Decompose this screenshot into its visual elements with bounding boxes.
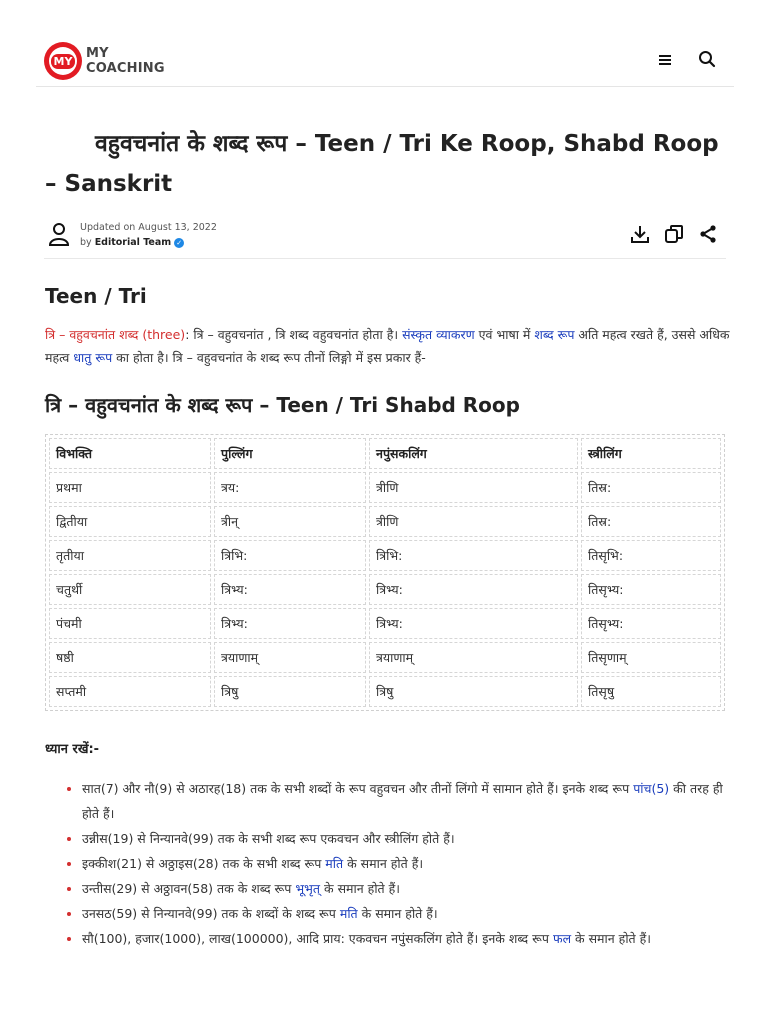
link-panch[interactable]: पांच(5) — [633, 781, 670, 796]
site-logo[interactable] — [44, 42, 165, 80]
table-header-row — [49, 438, 721, 469]
table-heading: त्रि – वहुवचनांत के शब्द रूप – Teen / Tri Shabd Roop — [45, 393, 520, 417]
table-row — [49, 506, 721, 537]
list-item: • उन्नीस(19) से निन्यानवे(99) तक के सभी शब्द रूप एकवचन और स्त्रीलिंग होते हैं। — [82, 826, 742, 851]
logo-line2: COACHING — [86, 61, 165, 76]
author-name[interactable]: Editorial Team — [94, 237, 172, 248]
by-label: by — [80, 237, 92, 248]
link-bhubhrit[interactable]: भूभृत् — [295, 881, 321, 896]
column-header: नपुंसकलिंग — [369, 438, 578, 469]
list-item: • सात(7) और नौ(9) से अठारह(18) तक के सभी शब्दों के रूप वहुवचन और तीनों लिंगो में सामान होते हैं। इनके शब्द रूप पांच(5) की तरह ही होते हैं। — [82, 776, 742, 826]
table-row — [49, 540, 721, 571]
link-mati[interactable]: मति — [325, 856, 344, 871]
search-icon[interactable] — [698, 50, 716, 72]
list-item: • इक्कीश(21) से अठ्ठाइस(28) तक के सभी शब्द रूप मति के समान होते हैं। — [82, 851, 742, 876]
link-shabd-roop[interactable]: शब्द रूप — [534, 327, 575, 342]
table-cell: तृतीया — [49, 540, 211, 571]
column-header: पुल्लिंग — [214, 438, 366, 469]
list-item: • सौ(100), हजार(1000), लाख(100000), आदि प्राय: एकवचन नपुंसकलिंग होते हैं। इनके शब्द रूप फल के समान होते हैं। — [82, 926, 742, 951]
link-phal[interactable]: फल — [552, 931, 572, 946]
table-row — [49, 642, 721, 673]
share-icon[interactable] — [698, 224, 718, 248]
table-cell: पंचमी — [49, 608, 211, 639]
table-cell: तिसृभ्य: — [581, 574, 721, 605]
download-icon[interactable] — [630, 224, 650, 248]
table-cell: त्रिभ्य: — [369, 608, 578, 639]
updated-date: Updated on August 13, 2022 — [80, 222, 217, 233]
notes-list — [66, 776, 742, 951]
table-cell: त्रयाणाम् — [369, 642, 578, 673]
list-item: • उनसठ(59) से निन्यानवे(99) तक के शब्दों के शब्द रूप मति के समान होते हैं। — [82, 901, 742, 926]
table-cell: त्रिभ्य: — [214, 574, 366, 605]
table-cell: त्रीणि — [369, 472, 578, 503]
section-heading: Teen / Tri — [45, 284, 147, 308]
table-cell: त्रिभि: — [214, 540, 366, 571]
table-cell: त्रिभ्य: — [369, 574, 578, 605]
site-header — [36, 0, 734, 87]
menu-icon[interactable] — [658, 52, 672, 71]
table-cell: प्रथमा — [49, 472, 211, 503]
logo-mark-text: MY — [51, 54, 76, 69]
table-cell: तिसृभ्य: — [581, 608, 721, 639]
table-cell: षष्ठी — [49, 642, 211, 673]
table-row — [49, 676, 721, 707]
table-cell: द्वितीया — [49, 506, 211, 537]
table-cell: त्रिषु — [369, 676, 578, 707]
copy-icon[interactable] — [664, 224, 684, 248]
shabd-roop-table — [45, 434, 725, 711]
verified-icon: ✓ — [174, 238, 184, 248]
table-cell: त्रिषु — [214, 676, 366, 707]
intro-paragraph: त्रि – वहुवचनांत शब्द (three): त्रि – वहुवचनांत , त्रि शब्द वहुवचनांत होता है। संस्कृत व्याकरण एवं भाषा में शब्द रूप अति महत्व रखते हैं, उससे अधिक महत्व धातु रूप का होता है। त्रि – वहुवचनांत के शब्द रूप तीनों लिङ्गो में इस प्रकार हैं- — [45, 327, 730, 365]
column-header: स्त्रीलिंग — [581, 438, 721, 469]
table-cell: त्रीन् — [214, 506, 366, 537]
table-cell: त्रीणि — [369, 506, 578, 537]
notes-title: ध्यान रखें:- — [45, 742, 100, 757]
link-mati[interactable]: मति — [339, 906, 358, 921]
intro-highlight: त्रि – वहुवचनांत शब्द (three) — [45, 327, 186, 342]
table-cell: चतुर्थी — [49, 574, 211, 605]
table-row — [49, 472, 721, 503]
table-cell: त्रिभ्य: — [214, 608, 366, 639]
table-row — [49, 608, 721, 639]
table-row — [49, 574, 721, 605]
column-header: विभक्ति — [49, 438, 211, 469]
link-sanskrit-grammar[interactable]: संस्कृत व्याकरण — [402, 327, 475, 342]
table-cell: तिस्र: — [581, 506, 721, 537]
table-cell: सप्तमी — [49, 676, 211, 707]
table-cell: तिसृषु — [581, 676, 721, 707]
table-cell: त्रय: — [214, 472, 366, 503]
table-cell: तिस्र: — [581, 472, 721, 503]
table-cell: तिसृभि: — [581, 540, 721, 571]
table-cell: तिसृणाम् — [581, 642, 721, 673]
list-item: • उन्तीस(29) से अठ्ठावन(58) तक के शब्द रूप भूभृत् के समान होते हैं। — [82, 876, 742, 901]
user-icon — [48, 222, 70, 250]
article-meta — [48, 218, 728, 254]
link-dhatu-roop[interactable]: धातु रूप — [73, 350, 113, 365]
table-cell: त्रयाणाम् — [214, 642, 366, 673]
logo-line1: MY — [86, 46, 109, 61]
logo-mark — [44, 42, 82, 80]
page-title: वहुवचनांत के शब्द रूप – Teen / Tri Ke Roop, Shabd Roop – Sanskrit — [45, 131, 719, 197]
divider — [44, 258, 726, 259]
table-cell: त्रिभि: — [369, 540, 578, 571]
